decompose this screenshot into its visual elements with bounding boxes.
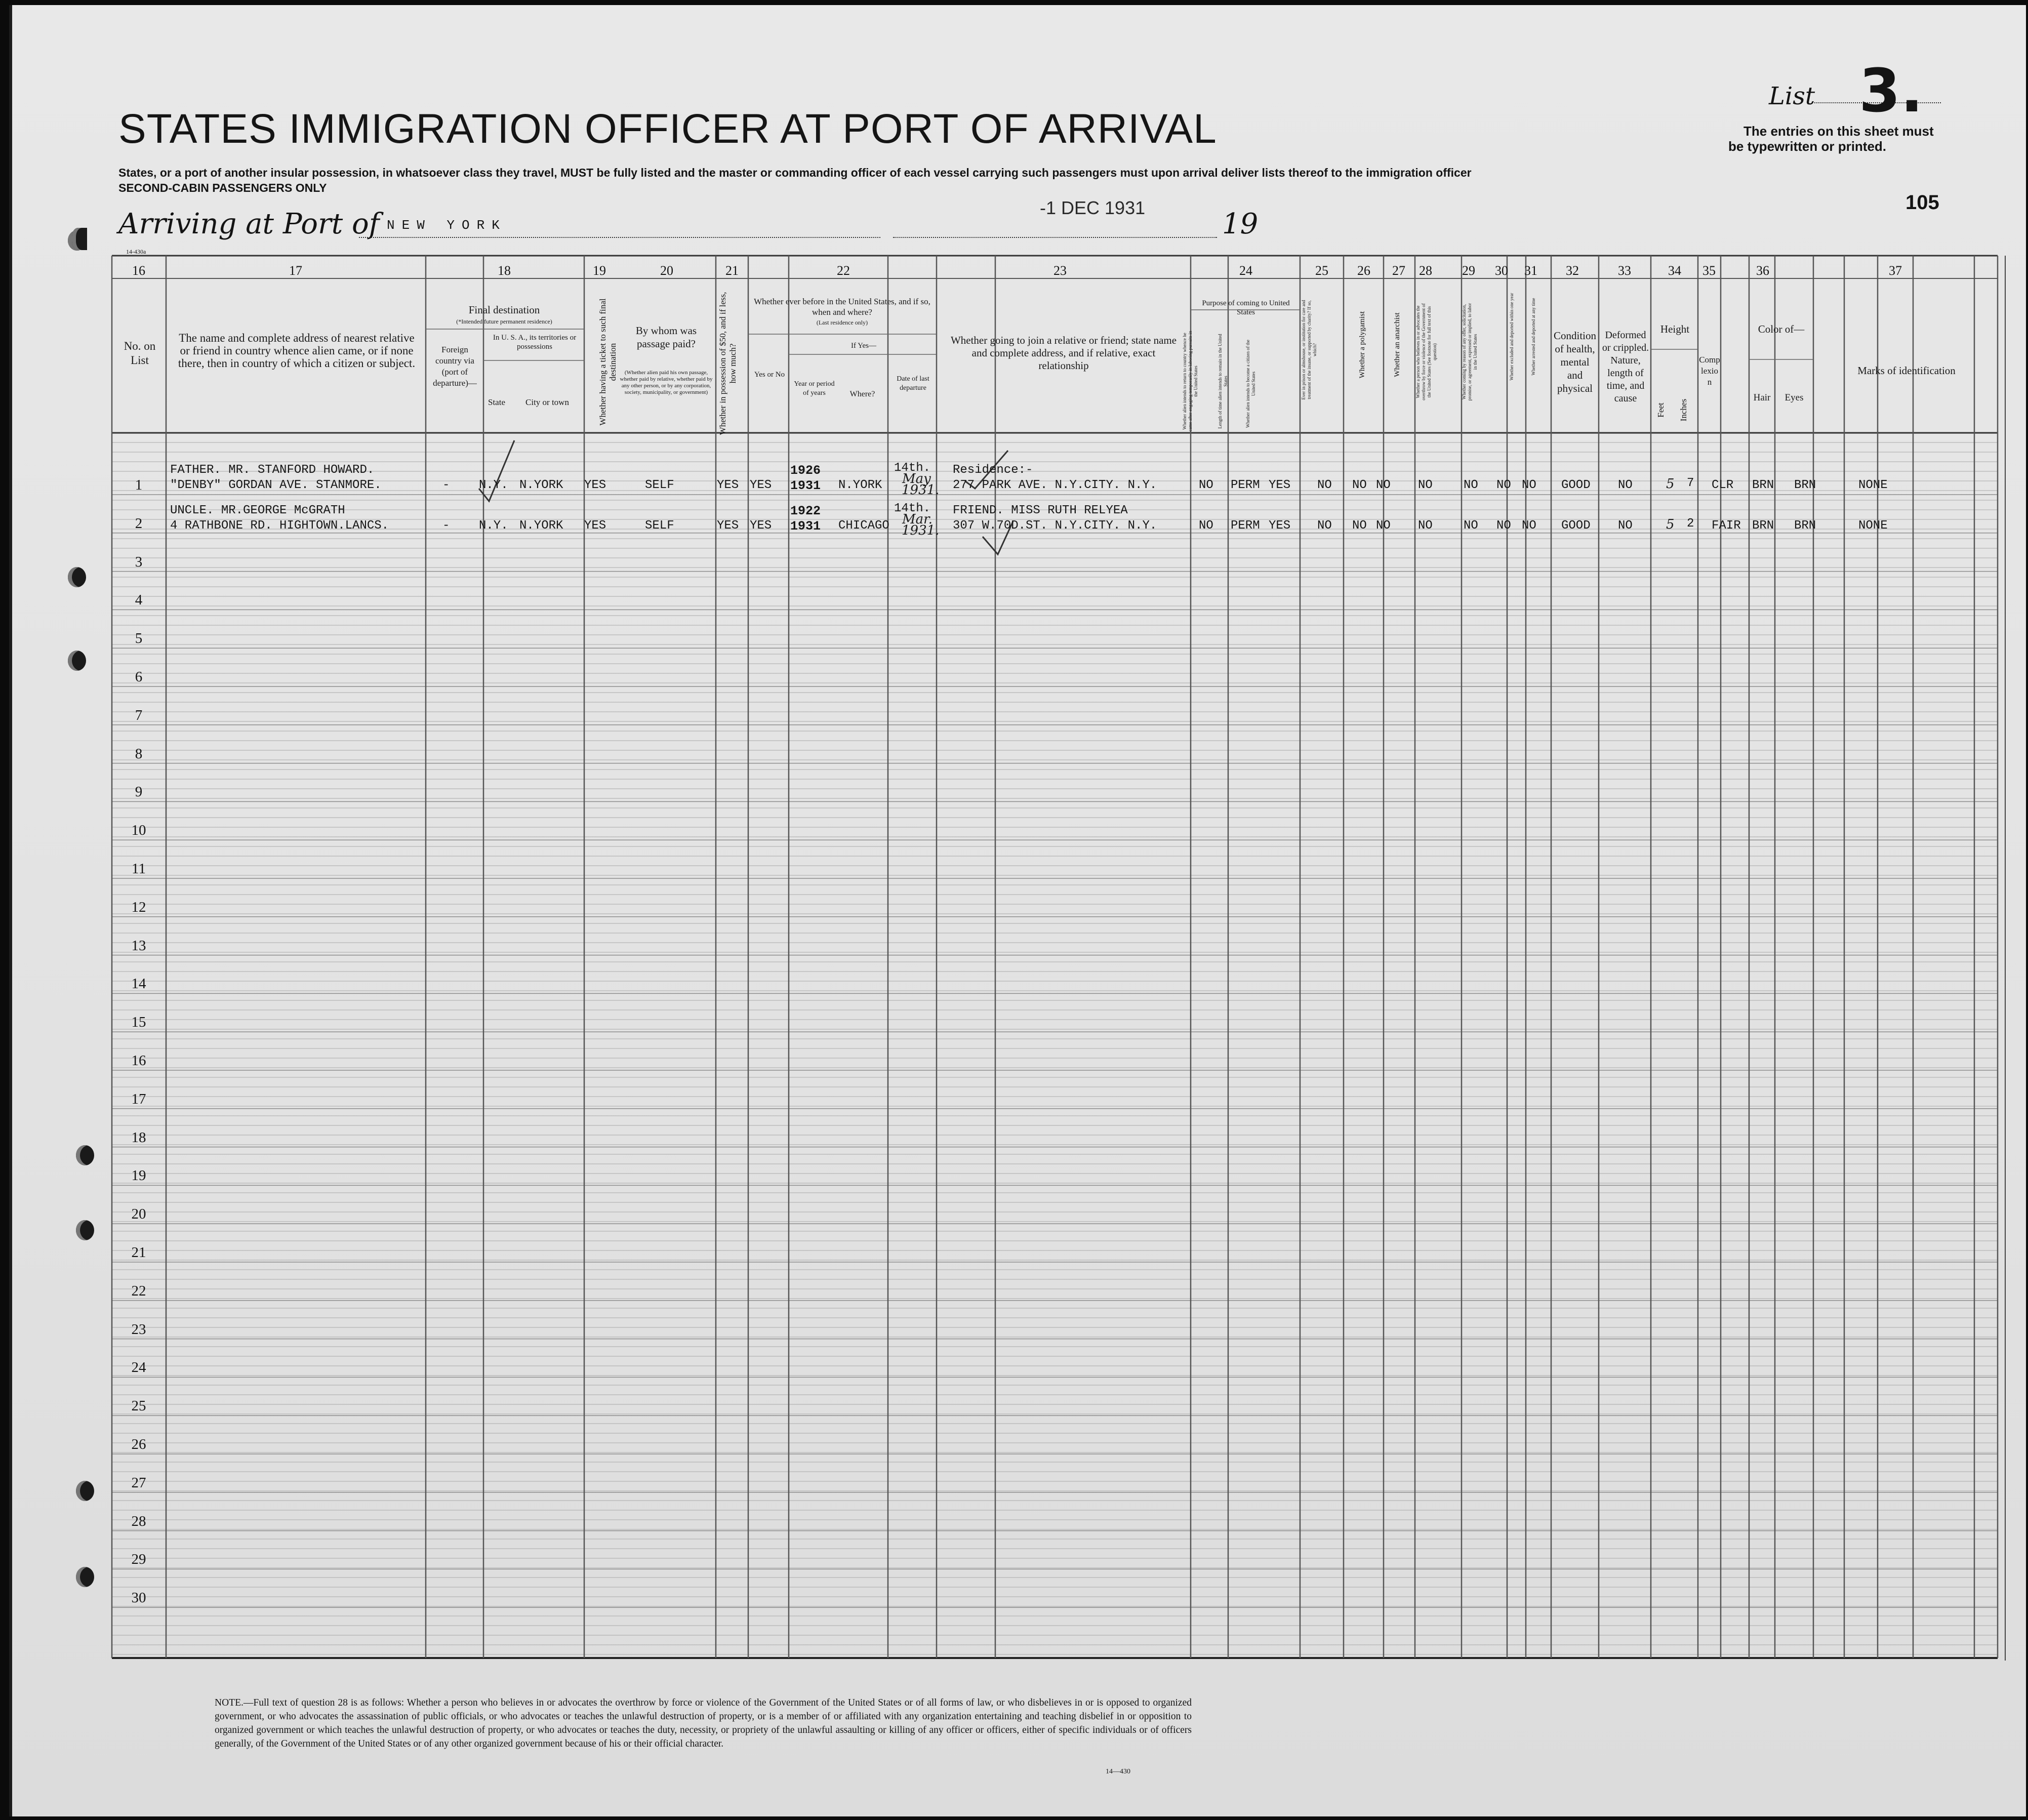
column-number: 17	[289, 263, 302, 278]
header-length-of-stay: Length of time alien intends to remain in the United States	[1218, 334, 1228, 429]
column-number: 31	[1524, 263, 1537, 278]
header-foreign-country: Foreign country via (port of departure)—	[433, 345, 477, 388]
year-prefix: 19	[1222, 208, 1259, 240]
entry-relative-1: UNCLE. MR.GEORGE McGRATH	[170, 504, 345, 517]
row-number: 25	[131, 1398, 146, 1414]
entry-complexion: CLR	[1712, 478, 1734, 492]
entry-prison: NO	[1317, 519, 1332, 533]
entry-departure-2: Mar.	[902, 512, 932, 527]
row-number: 29	[131, 1551, 146, 1568]
row-number: 1	[135, 477, 143, 493]
entry-deformed: NO	[1618, 519, 1633, 533]
entry-excluded: NO	[1496, 519, 1511, 533]
footnote: NOTE.—Full text of question 28 is as follows: Whether a person who believes in or advocates the overthrow by force or violence of the Government of the United States or of all forms of law, or who disbelieves in or is opposed to organized government, or who advocates the assassination of public officials, or who advocates or teaches the unlawful destruction of property, or is a member of or affiliated with any organization entertaining and teaching disbelief in or opposition to organized government or which teaches the unlawful destruction of property, or who advocates or teaches the duty, necessity, or propriety of the unlawful assaulting or killing of any officer or officers, either of specific individuals or of officers generally, of the Government of the United States or of any other organized government because of his or their official character.	[215, 1697, 1192, 1749]
entry-feet: 5	[1666, 517, 1675, 532]
column-number: 22	[837, 263, 850, 278]
row-number: 17	[131, 1090, 146, 1107]
row-number: 2	[135, 515, 143, 532]
entry-anarchist: NO	[1376, 519, 1391, 533]
entry-departure-1: 14th.	[894, 461, 931, 475]
entry-departure-3: 1931.	[902, 482, 940, 498]
row-number: 13	[131, 937, 146, 954]
entry-deported: NO	[1522, 519, 1536, 533]
header-no-on-list: No. on List	[124, 340, 156, 367]
column-number: 34	[1668, 263, 1681, 278]
header-passage-paid: By whom was passage paid?	[635, 325, 697, 350]
entry-eyes: BRN	[1794, 519, 1816, 533]
header-purpose: Purpose of coming to United States	[1202, 299, 1290, 316]
column-number: 26	[1357, 263, 1370, 278]
row-number: 8	[135, 745, 143, 762]
entries-note-2: be typewritten or printed.	[1728, 139, 1887, 154]
form-title: STATES IMMIGRATION OFFICER AT PORT OF ARRIVAL	[118, 106, 1217, 152]
header-ever-in-us: Whether ever before in the United States, and if so, when and where?	[754, 297, 930, 317]
row-number: 3	[135, 553, 143, 570]
row-number: 26	[131, 1436, 146, 1452]
column-number: 20	[660, 263, 673, 278]
header-feet: Feet	[1656, 402, 1666, 418]
column-number: 27	[1392, 263, 1405, 278]
header-if-yes: If Yes—	[850, 342, 876, 350]
column-number: 25	[1315, 263, 1328, 278]
header-yes-or-no: Yes or No	[754, 371, 785, 379]
entry-city: N.YORK	[519, 478, 563, 492]
row-number: 23	[131, 1321, 146, 1338]
entry-feet: 5	[1666, 476, 1675, 492]
entry-length: PERM	[1231, 519, 1260, 533]
column-number: 36	[1756, 263, 1769, 278]
entry-hair: BRN	[1752, 519, 1774, 533]
entry-citizen: YES	[1269, 519, 1291, 533]
entry-polygamist: NO	[1352, 519, 1367, 533]
column-number: 33	[1618, 263, 1631, 278]
header-state: State	[488, 397, 505, 407]
entry-state: N.Y.	[479, 478, 508, 492]
row-number: 28	[131, 1513, 146, 1529]
port-value: NEW YORK	[387, 218, 507, 233]
header-where: Where?	[849, 390, 875, 398]
entry-complexion: FAIR	[1712, 519, 1741, 533]
column-number: 19	[593, 263, 606, 278]
entry-where: CHICAGO	[838, 519, 889, 533]
entry-years-2: 1931	[790, 519, 821, 534]
row-number: 10	[131, 822, 146, 839]
entry-join-1: Residence:-	[953, 463, 1033, 477]
entry-relative-2: 4 RATHBONE RD. HIGHTOWN.LANCS.	[170, 519, 389, 533]
row-number: 5	[135, 630, 143, 647]
entry-relative-2: "DENBY" GORDAN AVE. STANMORE.	[170, 478, 382, 492]
footer-code: 14—430	[1106, 1768, 1130, 1775]
pencil-check-mark	[479, 440, 514, 501]
row-number: 11	[132, 861, 146, 877]
row-number: 9	[135, 784, 143, 800]
entry-offer: NO	[1464, 478, 1478, 492]
row-number: 18	[131, 1129, 146, 1146]
entry-deported: NO	[1522, 478, 1536, 492]
entry-paid-by: SELF	[645, 478, 674, 492]
entry-overthrow: NO	[1418, 478, 1433, 492]
row-number: 15	[131, 1014, 146, 1031]
column-number: 16	[132, 263, 145, 278]
row-number: 21	[131, 1244, 146, 1261]
entry-overthrow: NO	[1418, 519, 1433, 533]
row-number: 14	[131, 976, 146, 992]
column-number: 24	[1239, 263, 1252, 278]
entry-foreign-country: -	[442, 478, 450, 492]
entry-relative-1: FATHER. MR. STANFORD HOWARD.	[170, 463, 375, 477]
page-number: 105	[1905, 191, 1939, 214]
entry-eyes: BRN	[1794, 478, 1816, 492]
header-excluded: Whether excluded and deported within one year	[1509, 293, 1514, 381]
entry-offer: NO	[1464, 519, 1478, 533]
header-inches: Inches	[1679, 398, 1688, 422]
entry-return-intent: NO	[1199, 519, 1213, 533]
header-polygamist: Whether a polygamist	[1358, 311, 1366, 379]
header-anarchist: Whether an anarchist	[1393, 312, 1401, 377]
entry-paid-by: SELF	[645, 519, 674, 533]
entry-join-1: FRIEND. MISS RUTH RELYEA	[953, 504, 1128, 517]
entry-years-1: 1926	[790, 463, 821, 478]
form-code: 14-430a	[126, 248, 146, 255]
header-labor-offer: Whether coming by reason of any offer, solicitation, promise, or agreement, expressed or implied, to labor in the United States	[1462, 303, 1478, 401]
header-join-relative: Whether going to join a relative or friend; state name and complete address, and if relative, exact relationship	[950, 334, 1177, 372]
header-complexion: Complexion	[1699, 355, 1720, 387]
row-number: 6	[135, 669, 143, 685]
header-passage-paid-sub: (Whether alien paid his own passage, whether paid by relative, whether paid by any other person, or by any corporation, society, municipality, or government)	[620, 370, 713, 395]
header-final-destination: Final destination	[468, 304, 540, 316]
entry-length: PERM	[1231, 478, 1260, 492]
column-number: 18	[498, 263, 511, 278]
header-ever-in-us-sub: (Last residence only)	[816, 319, 868, 326]
column-number: 30	[1495, 263, 1508, 278]
entry-prison: NO	[1317, 478, 1332, 492]
entry-fifty: YES	[717, 519, 739, 533]
entry-deformed: NO	[1618, 478, 1633, 492]
header-return-intent: Whether alien intends to return to country whence he came after engaging temporarily in laboring pursuits in the United States	[1182, 331, 1198, 432]
header-deported: Whether arrested and deported at any time	[1531, 298, 1536, 376]
row-number: 27	[131, 1474, 146, 1491]
entry-ticket: YES	[584, 478, 606, 492]
header-city: City or town	[525, 397, 569, 407]
entry-years-1: 1922	[790, 504, 821, 518]
entry-anarchist: NO	[1376, 478, 1391, 492]
entry-inches: 7	[1687, 476, 1694, 490]
row-number: 30	[131, 1590, 146, 1606]
header-in-usa: In U. S. A., its territories or possessions	[493, 334, 577, 351]
row-number: 22	[131, 1282, 146, 1299]
header-marks: Marks of identification	[1857, 365, 1956, 377]
header-final-destination-sub: (*Intended future permanent residence)	[456, 318, 552, 325]
header-nearest-relative: The name and complete address of nearest relative or friend in country whence alien came, or if none there, then in country of which a citizen or subject.	[178, 332, 416, 370]
entry-years-2: 1931	[790, 478, 821, 493]
header-health: Condition of health, mental and physical	[1553, 330, 1596, 394]
list-number: 3.	[1859, 56, 1923, 126]
header-eyes: Eyes	[1784, 392, 1804, 403]
column-number: 21	[725, 263, 739, 278]
form-instructions: States, or a port of another insular possession, in whatsoever class they travel, MUST be fully listed and the master or commanding officer of each vessel carrying such passengers must upon arrival deliver lists thereof to the immigration officer	[118, 166, 1472, 179]
entry-health: GOOD	[1561, 478, 1591, 492]
entry-join-2: 277 PARK AVE. N.Y.CITY. N.Y.	[953, 478, 1157, 492]
row-number: 24	[131, 1359, 146, 1376]
passenger-class: SECOND-CABIN PASSENGERS ONLY	[118, 181, 327, 194]
row-number: 19	[131, 1167, 146, 1184]
header-overthrow: Whether a person who believes in or advocates the overthrow by force or violence of the Government of the United States (See footnote for full text of this question)	[1415, 303, 1437, 400]
entry-departure-1: 14th.	[894, 502, 931, 515]
entry-before-yn: YES	[750, 519, 772, 533]
row-number: 4	[135, 592, 143, 609]
entry-polygamist: NO	[1352, 478, 1367, 492]
entry-marks: NONE	[1858, 478, 1888, 492]
column-number: 23	[1053, 263, 1067, 278]
header-fifty-dollars: Whether in possession of $50, and if less, how much?	[718, 292, 738, 435]
entry-excluded: NO	[1496, 478, 1511, 492]
manifest-sheet	[9, 5, 2026, 1816]
column-number: 35	[1702, 263, 1716, 278]
column-number: 32	[1566, 263, 1579, 278]
header-height: Height	[1660, 323, 1690, 335]
header-prison: Ever in prison or almshouse, or institution for care and treatment of the insane, or supported by charity? If so, which?	[1301, 300, 1317, 400]
entry-health: GOOD	[1561, 519, 1591, 533]
entry-join-2: 307 W.70D.ST. N.Y.CITY. N.Y.	[953, 519, 1157, 533]
entries-note-1: The entries on this sheet must	[1743, 124, 1934, 139]
entry-foreign-country: -	[442, 519, 450, 533]
column-number: 29	[1462, 263, 1475, 278]
entry-where: N.YORK	[838, 478, 882, 492]
entry-return-intent: NO	[1199, 478, 1213, 492]
entry-marks: NONE	[1858, 519, 1888, 533]
entry-departure-3: 1931.	[902, 523, 940, 538]
column-number: 28	[1419, 263, 1432, 278]
entry-state: N.Y.	[479, 519, 508, 533]
header-last-departure: Date of last departure	[897, 375, 929, 392]
entry-inches: 2	[1687, 517, 1694, 531]
header-ticket: Whether having a ticket to such final destination	[598, 298, 618, 426]
row-number: 7	[135, 707, 143, 723]
entry-fifty: YES	[717, 478, 739, 492]
header-become-citizen: Whether alien intends to become a citizen of the United States	[1245, 340, 1256, 428]
entry-citizen: YES	[1269, 478, 1291, 492]
row-number: 16	[131, 1053, 146, 1069]
entry-ticket: YES	[584, 519, 606, 533]
entry-hair: BRN	[1752, 478, 1774, 492]
column-number: 37	[1889, 263, 1902, 278]
row-number: 12	[131, 899, 146, 915]
header-hair: Hair	[1753, 392, 1771, 403]
entry-departure-2: May	[902, 471, 931, 487]
entry-before-yn: YES	[750, 478, 772, 492]
header-color-of: Color of—	[1758, 323, 1805, 335]
date-stamp: -1 DEC 1931	[1040, 197, 1146, 218]
arriving-label: Arriving at Port of	[118, 208, 380, 240]
list-label: List	[1769, 82, 1815, 110]
header-year: Year or period of years	[794, 380, 835, 397]
entry-city: N.YORK	[519, 519, 563, 533]
header-deformed: Deformed or crippled. Nature, length of time, and cause	[1602, 330, 1649, 404]
row-number: 20	[131, 1206, 146, 1223]
